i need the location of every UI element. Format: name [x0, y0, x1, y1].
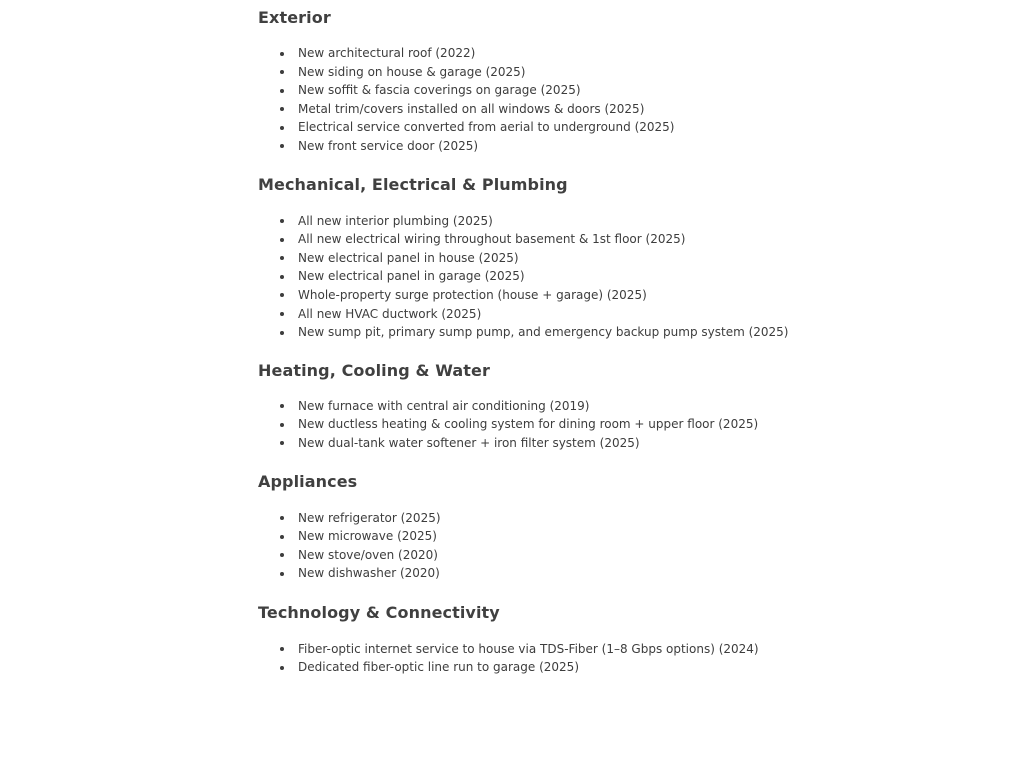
item-text: Dedicated fiber-optic line run to garage (2025) [298, 660, 579, 675]
bullet-icon [280, 666, 284, 670]
list-item [258, 323, 958, 342]
item-list [258, 509, 958, 583]
item-text: Electrical service converted from aerial to underground (2025) [298, 120, 675, 135]
section-title: Mechanical, Electrical & Plumbing [258, 174, 568, 194]
list-item [258, 286, 958, 305]
list-item [258, 249, 958, 268]
bullet-icon [280, 441, 284, 445]
section-heating-cooling-water [258, 361, 958, 453]
item-text: New ductless heating & cooling system for dining room + upper floor (2025) [298, 417, 759, 432]
item-text: New stove/oven (2020) [298, 547, 438, 562]
bullet-icon [280, 331, 284, 335]
list-item [258, 546, 958, 565]
section-title: Exterior [258, 8, 331, 27]
item-text: New electrical panel in house (2025) [298, 250, 519, 265]
item-text: All new electrical wiring throughout basement & 1st floor (2025) [298, 232, 686, 247]
bullet-icon [280, 126, 284, 130]
list-item [258, 527, 958, 546]
item-text: All new HVAC ductwork (2025) [298, 306, 482, 321]
list-item [258, 137, 958, 156]
list-item [258, 509, 958, 528]
section-appliances [258, 472, 958, 583]
document-body [258, 8, 958, 677]
item-list [258, 640, 958, 677]
item-list [258, 212, 958, 342]
list-item [258, 63, 958, 82]
bullet-icon [280, 423, 284, 427]
list-item [258, 415, 958, 434]
bullet-icon [280, 293, 284, 297]
section-title: Heating, Cooling & Water [258, 360, 490, 380]
item-text: New front service door (2025) [298, 138, 479, 153]
item-list [258, 44, 958, 156]
section-technology-connectivity [258, 603, 958, 677]
item-text: New furnace with central air conditioning (2019) [298, 398, 590, 413]
list-item [258, 640, 958, 659]
bullet-icon [280, 256, 284, 260]
list-item [258, 434, 958, 453]
list-item [258, 100, 958, 119]
section-mechanical-electrical-plumbing [258, 175, 958, 342]
item-text: New dual-tank water softener + iron filter system (2025) [298, 435, 640, 450]
bullet-icon [280, 404, 284, 408]
bullet-icon [280, 219, 284, 223]
bullet-icon [280, 70, 284, 74]
item-text: All new interior plumbing (2025) [298, 213, 493, 228]
item-text: Fiber-optic internet service to house via TDS-Fiber (1–8 Gbps options) (2024) [298, 641, 759, 656]
list-item [258, 267, 958, 286]
item-text: New sump pit, primary sump pump, and emergency backup pump system (2025) [298, 325, 789, 340]
item-text: New electrical panel in garage (2025) [298, 269, 525, 284]
bullet-icon [280, 107, 284, 111]
list-item [258, 44, 958, 63]
list-item [258, 230, 958, 249]
bullet-icon [280, 516, 284, 520]
bullet-icon [280, 553, 284, 557]
bullet-icon [280, 535, 284, 539]
item-list [258, 397, 958, 453]
item-text: New architectural roof (2022) [298, 46, 476, 60]
bullet-icon [280, 275, 284, 279]
item-text: Whole-property surge protection (house + garage) (2025) [298, 287, 647, 302]
item-text: Metal trim/covers installed on all windows & doors (2025) [298, 101, 645, 116]
list-item [258, 397, 958, 416]
bullet-icon [280, 52, 284, 56]
list-item [258, 212, 958, 231]
list-item [258, 658, 958, 677]
bullet-icon [280, 312, 284, 316]
item-text: New siding on house & garage (2025) [298, 64, 526, 79]
item-text: New dishwasher (2020) [298, 566, 440, 581]
bullet-icon [280, 89, 284, 93]
item-text: New soffit & fascia coverings on garage (2025) [298, 83, 581, 98]
item-text: New microwave (2025) [298, 529, 437, 544]
section-title: Appliances [258, 471, 358, 491]
list-item [258, 81, 958, 100]
item-text: New refrigerator (2025) [298, 510, 441, 525]
bullet-icon [280, 647, 284, 651]
bullet-icon [280, 238, 284, 242]
list-item [258, 305, 958, 324]
list-item [258, 564, 958, 583]
list-item [258, 118, 958, 137]
bullet-icon [280, 144, 284, 148]
section-exterior [258, 8, 958, 156]
bullet-icon [280, 572, 284, 576]
section-title: Technology & Connectivity [258, 602, 500, 622]
